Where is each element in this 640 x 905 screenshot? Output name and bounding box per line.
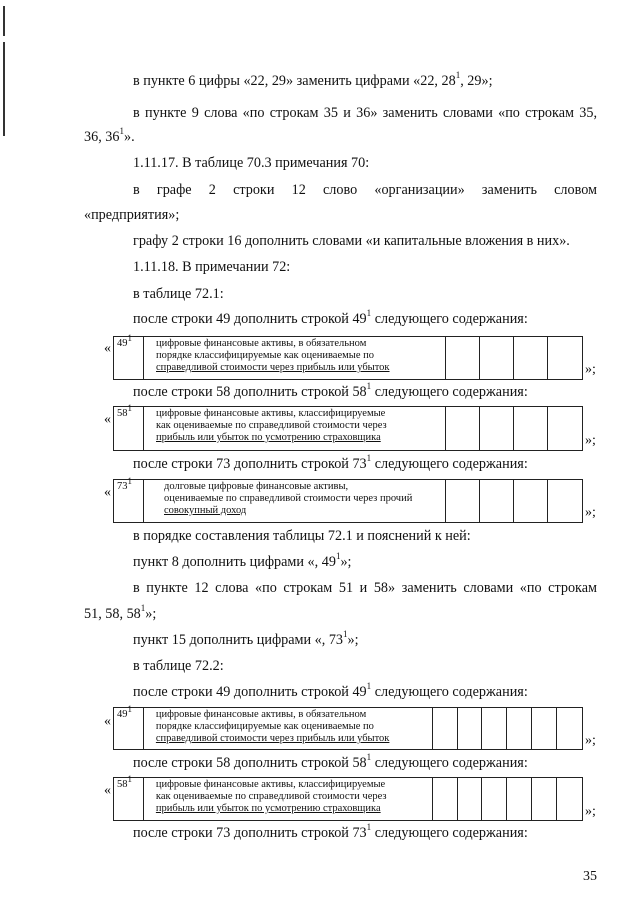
empty-value-cell xyxy=(446,480,480,522)
paragraph: после строки 49 дополнить строкой $49^1$ следующего содержания: xyxy=(133,308,528,327)
paragraph: в таблице 72.1: xyxy=(133,286,224,302)
empty-value-cell xyxy=(480,407,514,450)
empty-value-cell xyxy=(548,337,582,379)
opening-quote: « xyxy=(104,412,111,427)
row-number-cell: $73^1$ xyxy=(114,480,144,522)
empty-value-cell xyxy=(514,407,548,450)
row-number-cell: $49^1$ xyxy=(114,337,144,379)
paragraph: после строки 49 дополнить строкой $49^1$ следующего содержания: xyxy=(133,681,528,700)
paragraph: в графе 2 строки 12 слово «организации» заменить словом xyxy=(133,182,597,198)
empty-value-cell xyxy=(548,407,582,450)
empty-value-cell xyxy=(532,708,557,749)
section-heading: 1.11.18. В примечании 72: xyxy=(133,259,291,275)
paragraph: в пункте 12 слова «по строкам 51 и 58» заменить словами «по строкам xyxy=(133,580,597,596)
row-description-cell: цифровые финансовые активы, классифицируемые как оцениваемые по справедливой стоимости через прибыль или убыток по усмотрению страховщика xyxy=(144,778,433,820)
opening-quote: « xyxy=(104,341,111,356)
empty-value-cell xyxy=(482,778,507,820)
margin-bar xyxy=(3,42,5,136)
empty-value-cell xyxy=(433,778,458,820)
paragraph: в пункте 9 слова «по строкам 35 и 36» заменить словами «по строкам 35, xyxy=(133,105,597,121)
empty-value-cell xyxy=(480,337,514,379)
closing-quote: »; xyxy=(585,733,596,748)
row-description-cell: цифровые финансовые активы, в обязательном порядке классифицируемые как оцениваемые по справедливой стоимости через прибыль или убыток xyxy=(144,708,433,749)
opening-quote: « xyxy=(104,714,111,729)
page-number: 35 xyxy=(583,869,597,884)
paragraph: в таблице 72.2: xyxy=(133,658,224,674)
empty-value-cell xyxy=(507,708,532,749)
closing-quote: »; xyxy=(585,433,596,448)
closing-quote: »; xyxy=(585,505,596,520)
empty-value-cell xyxy=(548,480,582,522)
empty-value-cell xyxy=(507,778,532,820)
empty-value-cell xyxy=(446,337,480,379)
row-description-cell: цифровые финансовые активы, в обязательном порядке классифицируемые как оцениваемые по справедливой стоимости через прибыль или убыток xyxy=(144,337,446,379)
paragraph: графу 2 строки 16 дополнить словами «и капитальные вложения в них». xyxy=(133,233,570,249)
opening-quote: « xyxy=(104,485,111,500)
paragraph: «предприятия»; xyxy=(84,207,180,223)
paragraph: 36, $36^1$». xyxy=(84,126,135,145)
paragraph: после строки 58 дополнить строкой $58^1$ следующего содержания: xyxy=(133,752,528,771)
empty-value-cell xyxy=(514,337,548,379)
table-row-49-1 xyxy=(113,332,583,380)
empty-value-cell xyxy=(557,778,582,820)
empty-value-cell xyxy=(482,708,507,749)
paragraph: после строки 73 дополнить строкой $73^1$ следующего содержания: xyxy=(133,822,528,841)
closing-quote: »; xyxy=(585,362,596,377)
empty-value-cell xyxy=(458,778,483,820)
closing-quote: »; xyxy=(585,804,596,819)
row-number-cell: $58^1$ xyxy=(114,407,144,450)
paragraph: после строки 73 дополнить строкой $73^1$ следующего содержания: xyxy=(133,453,528,472)
row-number-cell: $58^1$ xyxy=(114,778,144,820)
paragraph: в порядке составления таблицы 72.1 и пояснений к ней: xyxy=(133,528,471,544)
table-row-73-1 xyxy=(113,475,583,523)
paragraph: 51, 58, $58^1$»; xyxy=(84,603,157,622)
empty-value-cell xyxy=(532,778,557,820)
row-description-cell: долговые цифровые финансовые активы, оцениваемые по справедливой стоимости через прочий совокупный доход xyxy=(144,480,446,522)
table-row-58-1 xyxy=(113,402,583,451)
row-number-cell: $49^1$ xyxy=(114,708,144,749)
paragraph: пункт 15 дополнить цифрами «, $73^1$»; xyxy=(133,629,359,648)
table-row-58-2 xyxy=(113,773,583,821)
empty-value-cell xyxy=(458,708,483,749)
table-row-49-2 xyxy=(113,703,583,750)
empty-value-cell xyxy=(480,480,514,522)
empty-value-cell xyxy=(433,708,458,749)
paragraph: пункт 8 дополнить цифрами «, $49^1$»; xyxy=(133,551,352,570)
paragraph: в пункте 6 цифры «22, 29» заменить цифрами «22, $28^1$, 29»; xyxy=(133,70,493,89)
empty-value-cell xyxy=(446,407,480,450)
row-description-cell: цифровые финансовые активы, классифицируемые как оцениваемые по справедливой стоимости через прибыль или убыток по усмотрению страховщика xyxy=(144,407,446,450)
paragraph: после строки 58 дополнить строкой $58^1$ следующего содержания: xyxy=(133,381,528,400)
section-heading: 1.11.17. В таблице 70.3 примечания 70: xyxy=(133,155,370,171)
opening-quote: « xyxy=(104,783,111,798)
empty-value-cell xyxy=(514,480,548,522)
margin-bar xyxy=(3,6,5,36)
empty-value-cell xyxy=(557,708,582,749)
